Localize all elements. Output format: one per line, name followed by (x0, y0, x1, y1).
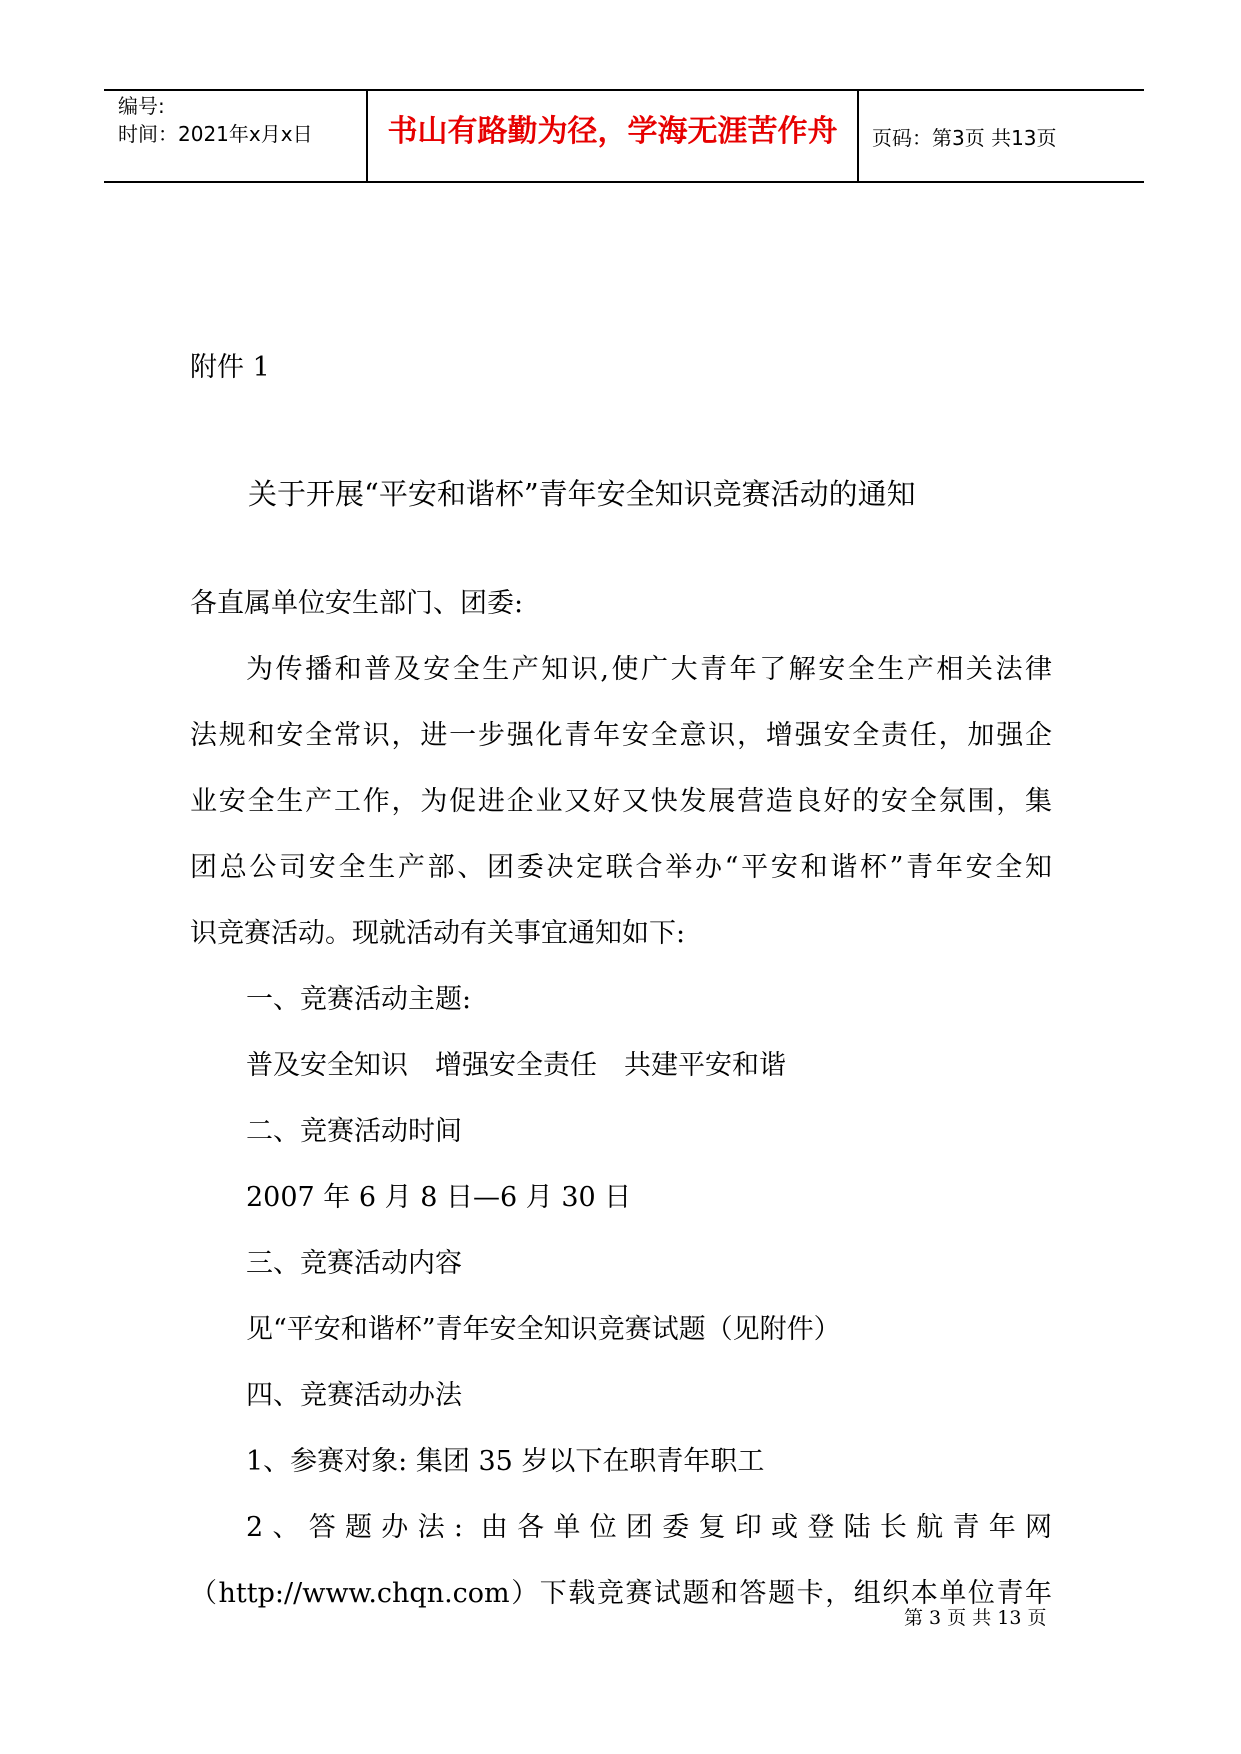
footer-page-number: 第 3 页 共 13 页 (904, 1607, 1047, 1629)
section-2-heading: 二、竞赛活动时间 (246, 1116, 462, 1147)
salutation: 各直属单位安生部门、团委: (190, 588, 524, 619)
paragraph-1-line-5: 识竞赛活动。现就活动有关事宜通知如下: (190, 918, 686, 949)
attachment-label: 附件 1 (190, 352, 270, 383)
item-2-line-1: 2、答题办法: 由各单位团委复印或登陆长航青年网 (246, 1512, 1052, 1543)
paragraph-1-line-2: 法规和安全常识，进一步强化青年安全意识，增强安全责任，加强企 (190, 720, 1052, 751)
header-time-label: 时间：2021年x月x日 (118, 122, 313, 146)
item-1: 1、参赛对象: 集团 35 岁以下在职青年职工 (246, 1446, 765, 1477)
section-1-text: 普及安全知识 增强安全责任 共建平安和谐 (246, 1050, 786, 1081)
paragraph-1-line-3: 业安全生产工作，为促进企业又好又快发展营造良好的安全氛围，集 (190, 786, 1052, 817)
section-3-heading: 三、竞赛活动内容 (246, 1248, 462, 1279)
header-bottom-rule (104, 181, 1144, 183)
header-number-label: 编号: (118, 94, 165, 118)
section-2-text: 2007 年 6 月 8 日—6 月 30 日 (246, 1182, 632, 1213)
header-meta (118, 92, 313, 148)
header-page-label: 页码：第3页 共13页 (872, 126, 1057, 150)
item-2-line-2: （http://www.chqn.com）下载竞赛试题和答题卡，组织本单位青年 (190, 1578, 1052, 1609)
section-3-text: 见“平安和谐杯”青年安全知识竞赛试题（见附件） (246, 1314, 841, 1345)
header-top-rule (104, 89, 1144, 91)
paragraph-1-line-1: 为传播和普及安全生产知识,使广大青年了解安全生产相关法律 (246, 654, 1052, 685)
header-divider-right (857, 89, 859, 183)
header-motto: 书山有路勤为径，学海无涯苦作舟 (387, 114, 838, 149)
document-title: 关于开展“平安和谐杯”青年安全知识竞赛活动的通知 (248, 477, 916, 511)
paragraph-1-line-4: 团总公司安全生产部、团委决定联合举办“平安和谐杯”青年安全知 (190, 852, 1052, 883)
section-1-heading: 一、竞赛活动主题: (246, 984, 472, 1015)
section-4-heading: 四、竞赛活动办法 (246, 1380, 462, 1411)
